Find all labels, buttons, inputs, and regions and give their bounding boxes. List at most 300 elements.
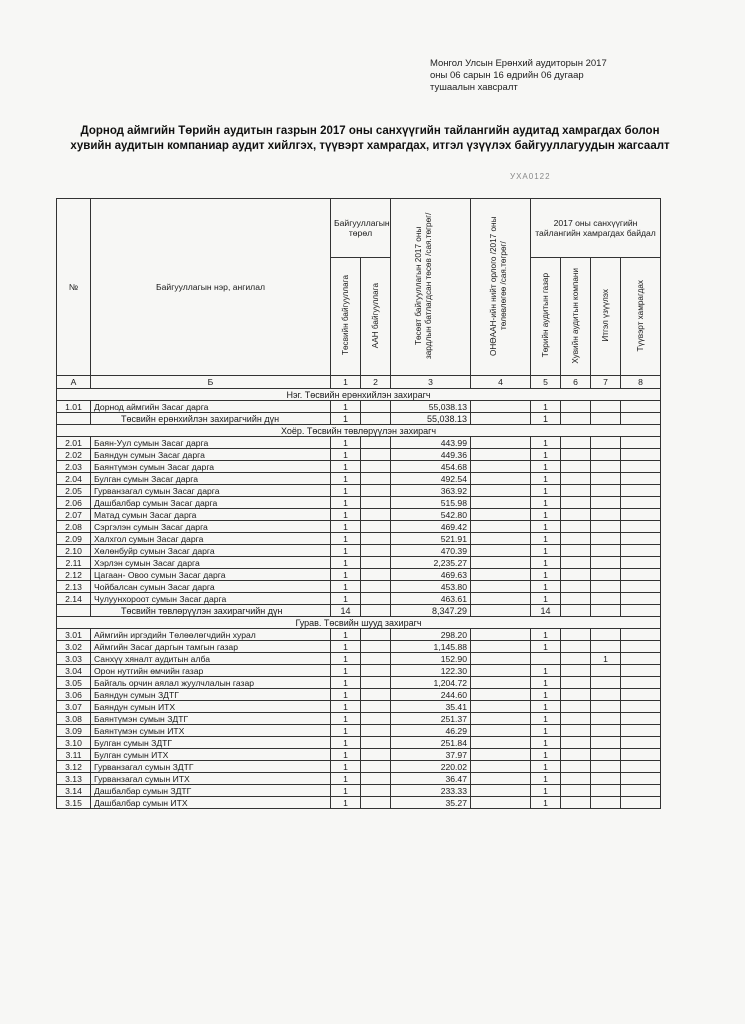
row-cover-sample <box>621 569 661 581</box>
table-row <box>57 437 661 449</box>
row-number: 3.10 <box>57 737 91 749</box>
row-cover-state: 1 <box>531 485 561 497</box>
column-letter: 8 <box>621 376 661 389</box>
total-type-budget: 14 <box>331 605 361 617</box>
total-budget: 8,347.29 <box>391 605 471 617</box>
row-income <box>471 737 531 749</box>
row-cover-assurance <box>591 761 621 773</box>
row-type-budget: 1 <box>331 509 361 521</box>
total-budget: 55,038.13 <box>391 413 471 425</box>
row-cover-sample <box>621 737 661 749</box>
row-cover-sample <box>621 641 661 653</box>
total-type-llc <box>361 413 391 425</box>
total-cover-state: 1 <box>531 413 561 425</box>
table-row <box>57 533 661 545</box>
column-letter: 7 <box>591 376 621 389</box>
row-budget: 454.68 <box>391 461 471 473</box>
row-cover-assurance <box>591 449 621 461</box>
row-type-llc <box>361 569 391 581</box>
row-type-llc <box>361 509 391 521</box>
section-header-row <box>57 617 661 629</box>
row-type-llc <box>361 449 391 461</box>
row-cover-state: 1 <box>531 461 561 473</box>
row-cover-sample <box>621 437 661 449</box>
row-income <box>471 749 531 761</box>
row-budget: 469.63 <box>391 569 471 581</box>
row-income <box>471 641 531 653</box>
row-cover-assurance <box>591 569 621 581</box>
row-type-budget: 1 <box>331 761 361 773</box>
row-type-llc <box>361 689 391 701</box>
table-row <box>57 725 661 737</box>
row-number: 3.09 <box>57 725 91 737</box>
table-row <box>57 641 661 653</box>
column-letter: А <box>57 376 91 389</box>
row-cover-state: 1 <box>531 437 561 449</box>
row-budget: 363.92 <box>391 485 471 497</box>
row-type-llc <box>361 725 391 737</box>
row-type-llc <box>361 677 391 689</box>
row-type-budget: 1 <box>331 629 361 641</box>
table-row <box>57 569 661 581</box>
row-cover-state: 1 <box>531 701 561 713</box>
row-cover-assurance <box>591 593 621 605</box>
row-name: Чулуунхороот сумын Засаг дарга <box>91 593 331 605</box>
stamp-code: УХА0122 <box>510 172 551 181</box>
row-cover-private <box>561 797 591 809</box>
row-cover-assurance <box>591 557 621 569</box>
row-cover-sample <box>621 593 661 605</box>
row-budget: 449.36 <box>391 449 471 461</box>
row-cover-state: 1 <box>531 761 561 773</box>
row-number: 2.07 <box>57 509 91 521</box>
row-cover-sample <box>621 449 661 461</box>
row-name: Цагаан- Овоо сумын Засаг дарга <box>91 569 331 581</box>
row-cover-sample <box>621 545 661 557</box>
row-cover-sample <box>621 797 661 809</box>
row-cover-private <box>561 761 591 773</box>
row-income <box>471 689 531 701</box>
row-number: 3.08 <box>57 713 91 725</box>
row-cover-state: 1 <box>531 725 561 737</box>
total-cover-private <box>561 413 591 425</box>
row-type-budget: 1 <box>331 677 361 689</box>
section-title: Хоёр. Төсвийн төвлөрүүлэн захирагч <box>57 425 661 437</box>
header-budget: Төсөвт байгууллагын 2017 оны зардлын батлагдсан төсөв /сая.төгрөг/ <box>391 199 471 376</box>
section-title: Нэг. Төсвийн ерөнхийлэн захирагч <box>57 389 661 401</box>
total-type-llc <box>361 605 391 617</box>
row-type-llc <box>361 533 391 545</box>
row-budget: 521.91 <box>391 533 471 545</box>
total-cover-assurance <box>591 413 621 425</box>
row-name: Санхүү хяналт аудитын алба <box>91 653 331 665</box>
row-name: Дашбалбар сумын ЗДТГ <box>91 785 331 797</box>
row-cover-state: 1 <box>531 749 561 761</box>
column-letter: 1 <box>331 376 361 389</box>
total-cover-sample <box>621 605 661 617</box>
row-name: Байгаль орчин аялал жуулчлалын газар <box>91 677 331 689</box>
row-cover-state: 1 <box>531 689 561 701</box>
row-cover-private <box>561 497 591 509</box>
row-budget: 55,038.13 <box>391 401 471 413</box>
table-row <box>57 557 661 569</box>
total-row <box>57 605 661 617</box>
row-budget: 1,204.72 <box>391 677 471 689</box>
order-note <box>430 58 630 94</box>
row-cover-sample <box>621 485 661 497</box>
document-title: Дорнод аймгийн Төрийн аудитын газрын 2017 оны санхүүгийн тайлангийн аудитад хамрагдах болон хувийн аудитын компаниар аудит хийлгэх, түүвэрт хамрагдах, итгэл үзүүлэх байгууллагуудын жагсаалт <box>70 125 670 152</box>
section-title: Гурав. Төсвийн шууд захирагч <box>57 617 661 629</box>
total-income <box>471 413 531 425</box>
row-income <box>471 701 531 713</box>
row-type-llc <box>361 593 391 605</box>
row-name: Дашбалбар сумын Засаг дарга <box>91 497 331 509</box>
row-cover-assurance <box>591 401 621 413</box>
row-income <box>471 725 531 737</box>
row-type-budget: 1 <box>331 749 361 761</box>
row-type-llc <box>361 653 391 665</box>
table-row <box>57 689 661 701</box>
row-cover-assurance <box>591 497 621 509</box>
row-cover-state: 1 <box>531 629 561 641</box>
row-cover-assurance <box>591 665 621 677</box>
row-cover-state: 1 <box>531 521 561 533</box>
row-type-llc <box>361 701 391 713</box>
row-number: 3.14 <box>57 785 91 797</box>
header-cover-assurance: Итгэл үзүүлэх <box>591 258 621 376</box>
row-budget: 35.41 <box>391 701 471 713</box>
row-income <box>471 401 531 413</box>
total-cover-sample <box>621 413 661 425</box>
row-cover-state: 1 <box>531 773 561 785</box>
row-cover-state: 1 <box>531 641 561 653</box>
row-name: Баянтүмэн сумын ИТХ <box>91 725 331 737</box>
row-cover-sample <box>621 497 661 509</box>
header-row <box>57 199 661 258</box>
row-cover-assurance <box>591 533 621 545</box>
row-income <box>471 569 531 581</box>
row-type-llc <box>361 557 391 569</box>
row-budget: 453.80 <box>391 581 471 593</box>
total-income <box>471 605 531 617</box>
row-cover-assurance <box>591 545 621 557</box>
row-number: 2.05 <box>57 485 91 497</box>
row-cover-private <box>561 641 591 653</box>
table-row <box>57 521 661 533</box>
row-income <box>471 521 531 533</box>
row-number: 3.02 <box>57 641 91 653</box>
table-row <box>57 485 661 497</box>
row-budget: 492.54 <box>391 473 471 485</box>
row-cover-sample <box>621 677 661 689</box>
table-row <box>57 785 661 797</box>
row-type-budget: 1 <box>331 449 361 461</box>
row-number: 3.15 <box>57 797 91 809</box>
row-cover-state: 1 <box>531 533 561 545</box>
row-cover-assurance <box>591 689 621 701</box>
row-number: 3.04 <box>57 665 91 677</box>
row-budget: 233.33 <box>391 785 471 797</box>
row-number: 2.12 <box>57 569 91 581</box>
row-name: Баяндун сумын ЗДТГ <box>91 689 331 701</box>
row-type-budget: 1 <box>331 641 361 653</box>
column-letter: 3 <box>391 376 471 389</box>
header-no: № <box>57 199 91 376</box>
row-type-llc <box>361 581 391 593</box>
row-income <box>471 629 531 641</box>
total-label: Төсвийн ерөнхийлэн захирагчийн дүн <box>91 413 331 425</box>
order-note-line: Монгол Улсын Ерөнхий аудиторын 2017 <box>430 58 607 69</box>
row-type-llc <box>361 485 391 497</box>
row-cover-private <box>561 785 591 797</box>
row-cover-private <box>561 461 591 473</box>
row-income <box>471 533 531 545</box>
row-budget: 244.60 <box>391 689 471 701</box>
audit-list-table <box>56 198 661 809</box>
row-cover-assurance <box>591 461 621 473</box>
row-income <box>471 593 531 605</box>
row-type-llc <box>361 521 391 533</box>
row-cover-sample <box>621 713 661 725</box>
row-cover-assurance <box>591 773 621 785</box>
row-name: Булган сумын Засаг дарга <box>91 473 331 485</box>
total-type-budget: 1 <box>331 413 361 425</box>
row-budget: 469.42 <box>391 521 471 533</box>
row-cover-assurance <box>591 785 621 797</box>
row-type-budget: 1 <box>331 461 361 473</box>
row-type-budget: 1 <box>331 569 361 581</box>
row-cover-assurance <box>591 521 621 533</box>
row-cover-state: 1 <box>531 473 561 485</box>
row-income <box>471 785 531 797</box>
column-letter: Б <box>91 376 331 389</box>
row-budget: 542.80 <box>391 509 471 521</box>
row-number: 2.04 <box>57 473 91 485</box>
column-letter: 4 <box>471 376 531 389</box>
row-cover-state: 1 <box>531 545 561 557</box>
row-cover-state: 1 <box>531 569 561 581</box>
row-type-budget: 1 <box>331 473 361 485</box>
row-type-budget: 1 <box>331 737 361 749</box>
row-cover-sample <box>621 761 661 773</box>
row-name: Баянтүмэн сумын ЗДТГ <box>91 713 331 725</box>
row-type-budget: 1 <box>331 557 361 569</box>
row-cover-private <box>561 689 591 701</box>
table-row <box>57 473 661 485</box>
row-number: 2.06 <box>57 497 91 509</box>
row-type-llc <box>361 641 391 653</box>
row-cover-state: 1 <box>531 449 561 461</box>
row-type-budget: 1 <box>331 545 361 557</box>
table-row <box>57 461 661 473</box>
header-cover-private: Хувийн аудитын компани <box>561 258 591 376</box>
row-cover-sample <box>621 785 661 797</box>
row-type-budget: 1 <box>331 497 361 509</box>
row-type-budget: 1 <box>331 725 361 737</box>
total-spacer <box>57 605 91 617</box>
row-budget: 443.99 <box>391 437 471 449</box>
row-cover-assurance <box>591 725 621 737</box>
row-number: 2.01 <box>57 437 91 449</box>
row-cover-private <box>561 569 591 581</box>
header-name: Байгууллагын нэр, ангилал <box>91 199 331 376</box>
row-number: 3.01 <box>57 629 91 641</box>
row-name: Баян-Уул сумын Засаг дарга <box>91 437 331 449</box>
table-row <box>57 497 661 509</box>
row-income <box>471 485 531 497</box>
row-cover-assurance <box>591 581 621 593</box>
row-income <box>471 509 531 521</box>
row-name: Дашбалбар сумын ИТХ <box>91 797 331 809</box>
row-number: 1.01 <box>57 401 91 413</box>
row-cover-sample <box>621 401 661 413</box>
row-cover-private <box>561 773 591 785</box>
row-cover-sample <box>621 725 661 737</box>
row-type-budget: 1 <box>331 785 361 797</box>
table-row <box>57 509 661 521</box>
row-budget: 36.47 <box>391 773 471 785</box>
row-number: 3.07 <box>57 701 91 713</box>
row-type-budget: 1 <box>331 689 361 701</box>
row-type-budget: 1 <box>331 593 361 605</box>
row-cover-assurance <box>591 677 621 689</box>
row-type-llc <box>361 665 391 677</box>
row-name: Булган сумын ЗДТГ <box>91 737 331 749</box>
table-row <box>57 401 661 413</box>
row-budget: 251.37 <box>391 713 471 725</box>
row-income <box>471 437 531 449</box>
row-type-budget: 1 <box>331 701 361 713</box>
header-income: ОНӨААН-ийн нийт орлого /2017 оны төлөвлөгөө /сая.төгрөг/ <box>471 199 531 376</box>
row-type-budget: 1 <box>331 653 361 665</box>
row-cover-private <box>561 749 591 761</box>
column-letter: 5 <box>531 376 561 389</box>
table-row <box>57 713 661 725</box>
total-row <box>57 413 661 425</box>
row-cover-private <box>561 593 591 605</box>
row-cover-private <box>561 677 591 689</box>
row-type-budget: 1 <box>331 665 361 677</box>
row-cover-assurance <box>591 629 621 641</box>
row-cover-sample <box>621 749 661 761</box>
row-name: Булган сумын ИТХ <box>91 749 331 761</box>
row-budget: 251.84 <box>391 737 471 749</box>
row-cover-state: 1 <box>531 401 561 413</box>
row-cover-state: 1 <box>531 593 561 605</box>
row-cover-private <box>561 473 591 485</box>
row-type-budget: 1 <box>331 713 361 725</box>
table-row <box>57 449 661 461</box>
row-budget: 515.98 <box>391 497 471 509</box>
table-row <box>57 749 661 761</box>
row-number: 2.02 <box>57 449 91 461</box>
column-letters-row <box>57 376 661 389</box>
row-income <box>471 653 531 665</box>
row-type-llc <box>361 437 391 449</box>
row-type-budget: 1 <box>331 773 361 785</box>
row-number: 3.03 <box>57 653 91 665</box>
row-budget: 1,145.88 <box>391 641 471 653</box>
row-cover-private <box>561 437 591 449</box>
row-number: 2.11 <box>57 557 91 569</box>
row-type-llc <box>361 773 391 785</box>
table-row <box>57 545 661 557</box>
row-income <box>471 677 531 689</box>
row-budget: 122.30 <box>391 665 471 677</box>
row-number: 3.11 <box>57 749 91 761</box>
row-cover-assurance <box>591 509 621 521</box>
row-cover-assurance <box>591 797 621 809</box>
row-cover-sample <box>621 509 661 521</box>
row-name: Дорнод аймгийн Засаг дарга <box>91 401 331 413</box>
total-cover-assurance <box>591 605 621 617</box>
row-budget: 152.90 <box>391 653 471 665</box>
row-cover-state: 1 <box>531 581 561 593</box>
row-cover-sample <box>621 665 661 677</box>
table-row <box>57 665 661 677</box>
row-cover-assurance <box>591 437 621 449</box>
row-budget: 35.27 <box>391 797 471 809</box>
row-cover-private <box>561 725 591 737</box>
row-type-budget: 1 <box>331 581 361 593</box>
row-type-budget: 1 <box>331 437 361 449</box>
row-cover-assurance: 1 <box>591 653 621 665</box>
row-type-llc <box>361 749 391 761</box>
header-type-budget: Төсвийн байгууллага <box>331 258 361 376</box>
table-row <box>57 581 661 593</box>
row-cover-assurance <box>591 749 621 761</box>
row-cover-sample <box>621 533 661 545</box>
row-cover-state: 1 <box>531 509 561 521</box>
row-type-llc <box>361 461 391 473</box>
row-cover-private <box>561 449 591 461</box>
row-type-llc <box>361 629 391 641</box>
order-note-line: тушаалын хавсралт <box>430 82 518 93</box>
row-cover-assurance <box>591 473 621 485</box>
row-cover-private <box>561 653 591 665</box>
row-name: Гурванзагал сумын ИТХ <box>91 773 331 785</box>
row-income <box>471 497 531 509</box>
table-row <box>57 629 661 641</box>
table-row <box>57 653 661 665</box>
table-row <box>57 701 661 713</box>
total-spacer <box>57 413 91 425</box>
section-header-row <box>57 425 661 437</box>
row-income <box>471 665 531 677</box>
row-type-llc <box>361 737 391 749</box>
row-cover-assurance <box>591 701 621 713</box>
row-number: 2.13 <box>57 581 91 593</box>
row-cover-state: 1 <box>531 557 561 569</box>
total-label: Төсвийн төвлөрүүлэн захирагчийн дүн <box>91 605 331 617</box>
row-cover-state: 1 <box>531 677 561 689</box>
row-cover-sample <box>621 653 661 665</box>
row-type-llc <box>361 401 391 413</box>
row-income <box>471 761 531 773</box>
row-name: Баянтүмэн сумын Засаг дарга <box>91 461 331 473</box>
row-number: 2.10 <box>57 545 91 557</box>
total-cover-private <box>561 605 591 617</box>
row-cover-assurance <box>591 713 621 725</box>
row-name: Чойбалсан сумын Засаг дарга <box>91 581 331 593</box>
row-cover-sample <box>621 701 661 713</box>
table-row <box>57 737 661 749</box>
header-cover-sample: Түүвэрт хамрагдах <box>621 258 661 376</box>
table-row <box>57 761 661 773</box>
row-name: Сэргэлэн сумын Засаг дарга <box>91 521 331 533</box>
row-name: Халхгол сумын Засаг дарга <box>91 533 331 545</box>
row-cover-sample <box>621 773 661 785</box>
